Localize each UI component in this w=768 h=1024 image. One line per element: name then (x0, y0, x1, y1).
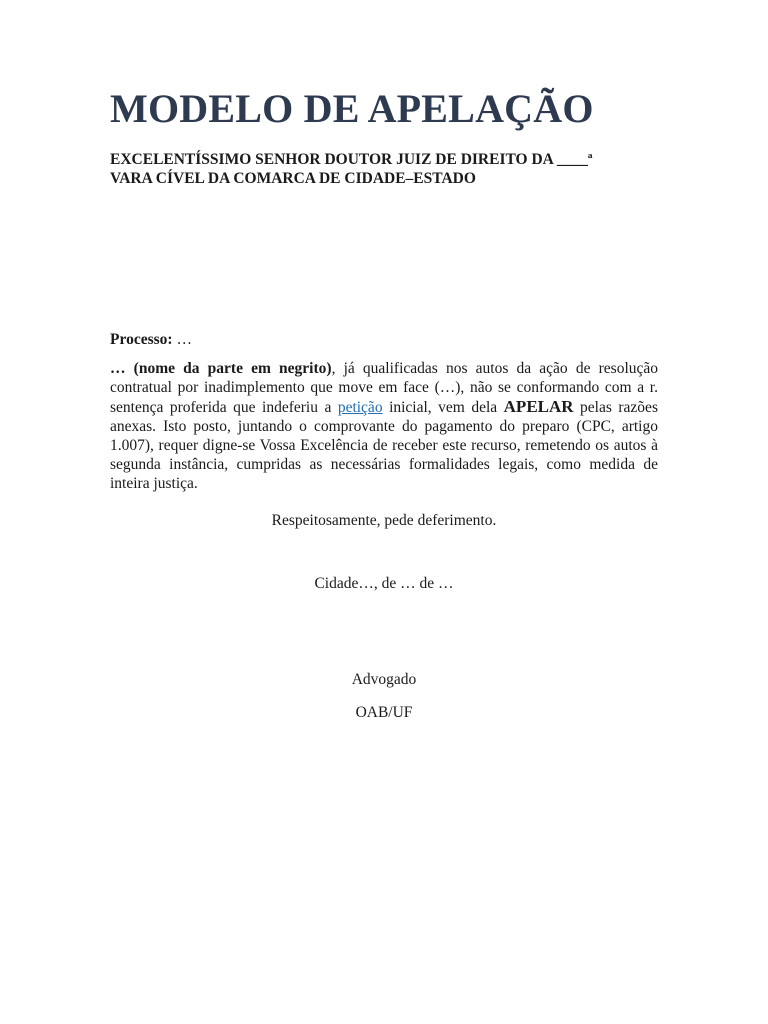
body-paragraph (110, 359, 658, 493)
closing-line: Respeitosamente, pede deferimento. (271, 512, 497, 529)
signature-oab: OAB/UF (355, 704, 413, 721)
signature-name: Advogado (351, 671, 417, 688)
process-label: Processo: (110, 331, 173, 348)
addressee-block (110, 150, 658, 188)
document-page (110, 80, 658, 722)
body-text-1: , já qualificadas nos autos da ação de resolução contratual por inadimplemento que move em face (…), não se conformando com a r. sentença proferida que indeferiu a (110, 360, 659, 416)
document-title: MODELO DE APELAÇÃO (110, 86, 594, 131)
peticao-link[interactable]: petição (337, 399, 383, 416)
addressee-line-1: EXCELENTÍSSIMO SENHOR DOUTOR JUIZ DE DIREITO DA ____ª (110, 151, 593, 168)
body-text-2: inicial, vem dela (382, 399, 504, 416)
addressee-line-2: VARA CÍVEL DA COMARCA DE CIDADE–ESTADO (110, 170, 476, 187)
apelar-keyword: APELAR (503, 397, 574, 416)
body-lead: … (110, 360, 134, 377)
party-placeholder: (nome da parte em negrito) (133, 360, 332, 377)
body-text-3: pelas razões anexas. Isto posto, juntando o comprovante do pagamento do preparo (CPC, artigo 1.007), requer digne-se Vossa Excelência de receber este recurso, remetendo os autos à segunda instância, cumpridas as necessárias formalidades legais, como medida de inteira justiça. (110, 399, 658, 492)
process-line (110, 330, 658, 349)
date-line: Cidade…, de … de … (314, 575, 454, 592)
process-value: … (172, 331, 192, 348)
